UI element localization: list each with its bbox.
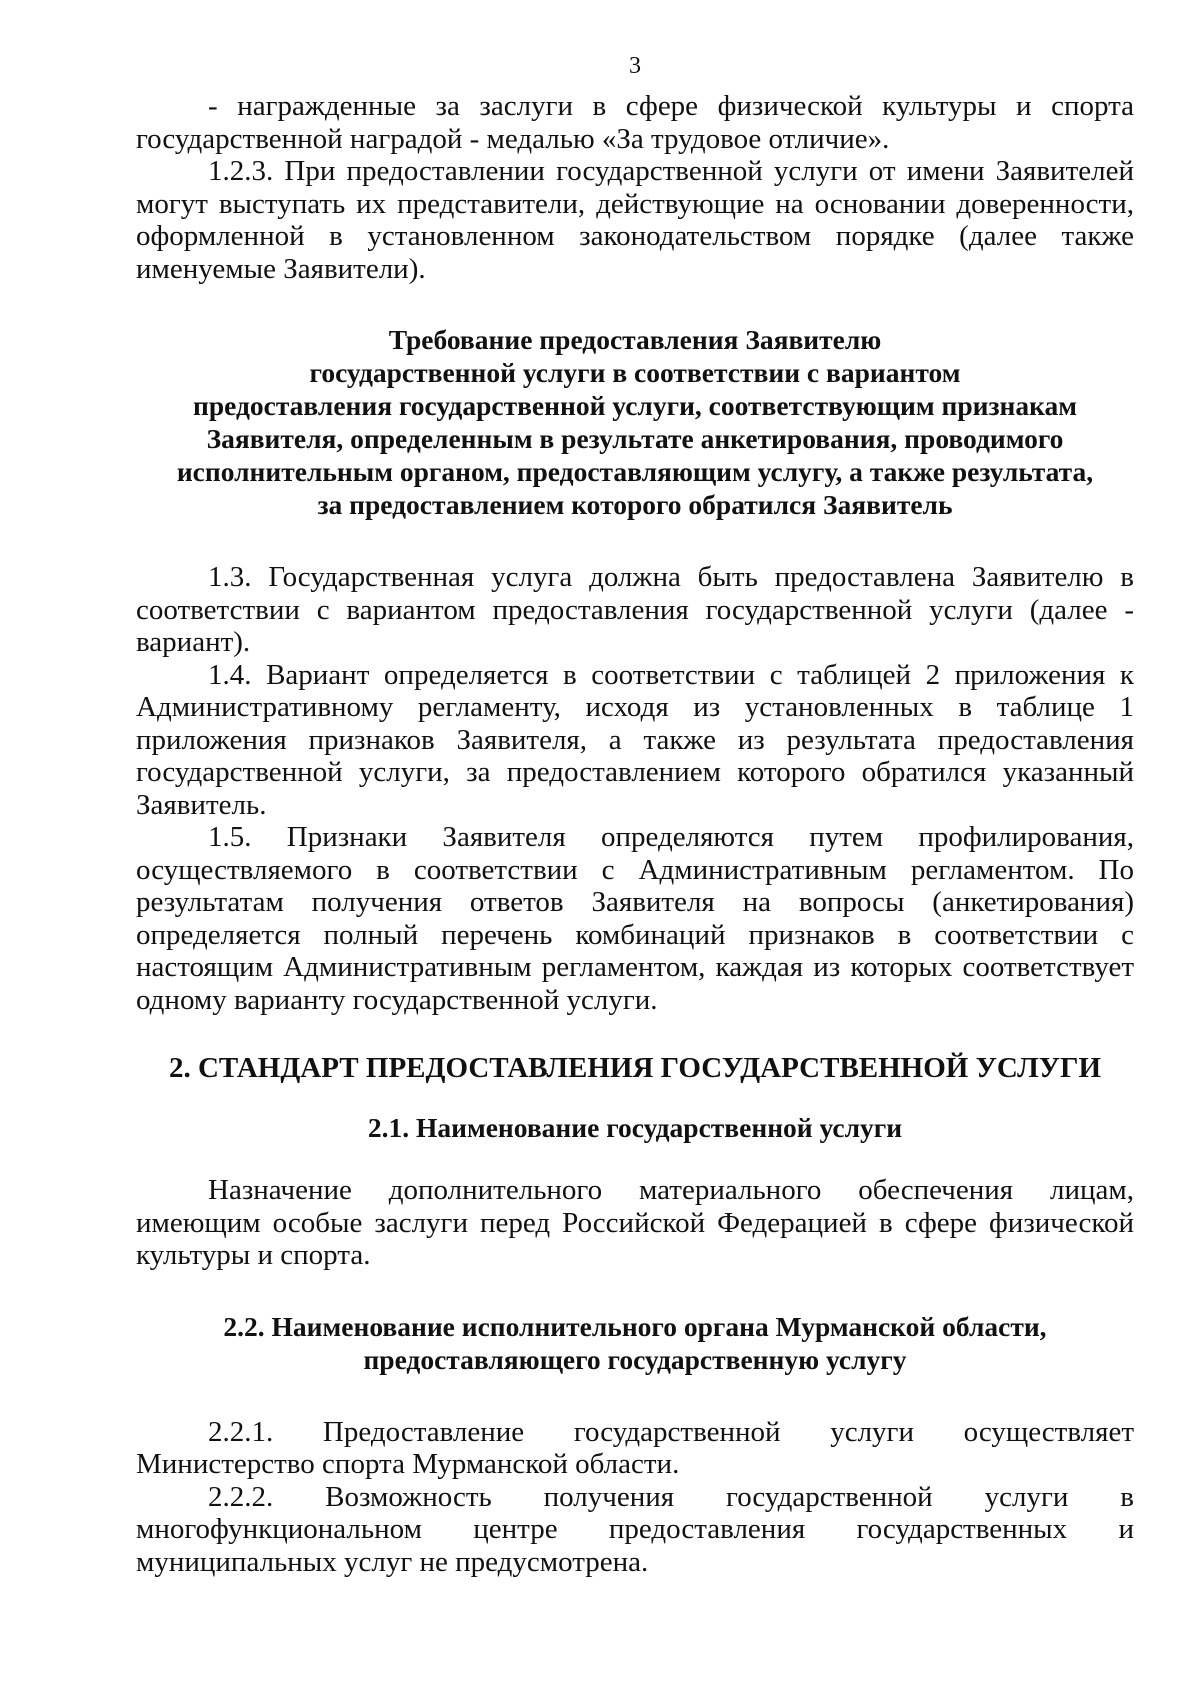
subsection-2-2-heading-line: 2.2. Наименование исполнительного органа Мурманской области, <box>223 1310 1047 1342</box>
subsection-2-1-heading: 2.1. Наименование государственной услуги <box>367 1112 903 1143</box>
requirement-heading-line: Требование предоставления Заявителю <box>388 324 882 355</box>
paragraph-2-2-1: 2.2.1. Предоставление государственной услуги осуществляет Министерство спорта Мурманской области. <box>136 1415 1134 1480</box>
paragraph-1-3: 1.3. Государственная услуга должна быть предоставлена Заявителю в соответствии с вариантом предоставления государственной услуги (далее - вариант). <box>136 561 1134 658</box>
page-number: 3 <box>629 53 641 79</box>
subsection-2-2-heading-line: предоставляющего государственную услугу <box>363 1343 907 1375</box>
paragraph-1-4: 1.4. Вариант определяется в соответствии с таблицей 2 приложения к Административному регламенту, исходя из установленных в таблице 1 приложения признаков Заявителя, а также из результата предоставления государственной услуги, за предоставлением которого обратился указанный Заявитель. <box>136 658 1134 821</box>
document-page <box>136 52 1134 1578</box>
paragraph-awarded-medal: - награжденные за заслуги в сфере физической культуры и спорта государственной наградой - медалью «За трудовое отличие». <box>136 90 1134 155</box>
section-2-heading: 2. СТАНДАРТ ПРЕДОСТАВЛЕНИЯ ГОСУДАРСТВЕННОЙ УСЛУГИ <box>168 1052 1102 1084</box>
paragraph-1-2-3: 1.2.3. При предоставлении государственной услуги от имени Заявителей могут выступать их представители, действующие на основании доверенности, оформленной в установленном законодательством порядке (далее также именуемые Заявители). <box>136 155 1134 285</box>
requirement-heading-line: Заявителя, определенным в результате анкетирования, проводимого <box>206 423 1064 454</box>
subsection-2-2-heading <box>136 1310 1134 1376</box>
service-name-paragraph: Назначение дополнительного материального обеспечения лицам, имеющим особые заслуги перед Российской Федерацией в сфере физической культуры и спорта. <box>136 1174 1134 1271</box>
requirement-heading <box>136 323 1134 521</box>
requirement-heading-line: предоставления государственной услуги, соответствующим признакам <box>192 390 1078 421</box>
paragraph-2-2-2: 2.2.2. Возможность получения государственной услуги в многофункциональном центре предоставления государственных и муниципальных услуг не предусмотрена. <box>136 1480 1134 1578</box>
paragraph-1-5: 1.5. Признаки Заявителя определяются путем профилирования, осуществляемого в соответствии с Административным регламентом. По результатам получения ответов Заявителя на вопросы (анкетирования) определяется полный перечень комбинаций признаков в соответствии с настоящим Административным регламентом, каждая из которых соответствует одному варианту государственной услуги. <box>136 821 1134 1016</box>
requirement-heading-line: исполнительным органом, предоставляющим услугу, а также результата, <box>176 456 1094 487</box>
requirement-heading-line: государственной услуги в соответствии с вариантом <box>309 357 961 388</box>
requirement-heading-line: за предоставлением которого обратился Заявитель <box>317 489 953 520</box>
